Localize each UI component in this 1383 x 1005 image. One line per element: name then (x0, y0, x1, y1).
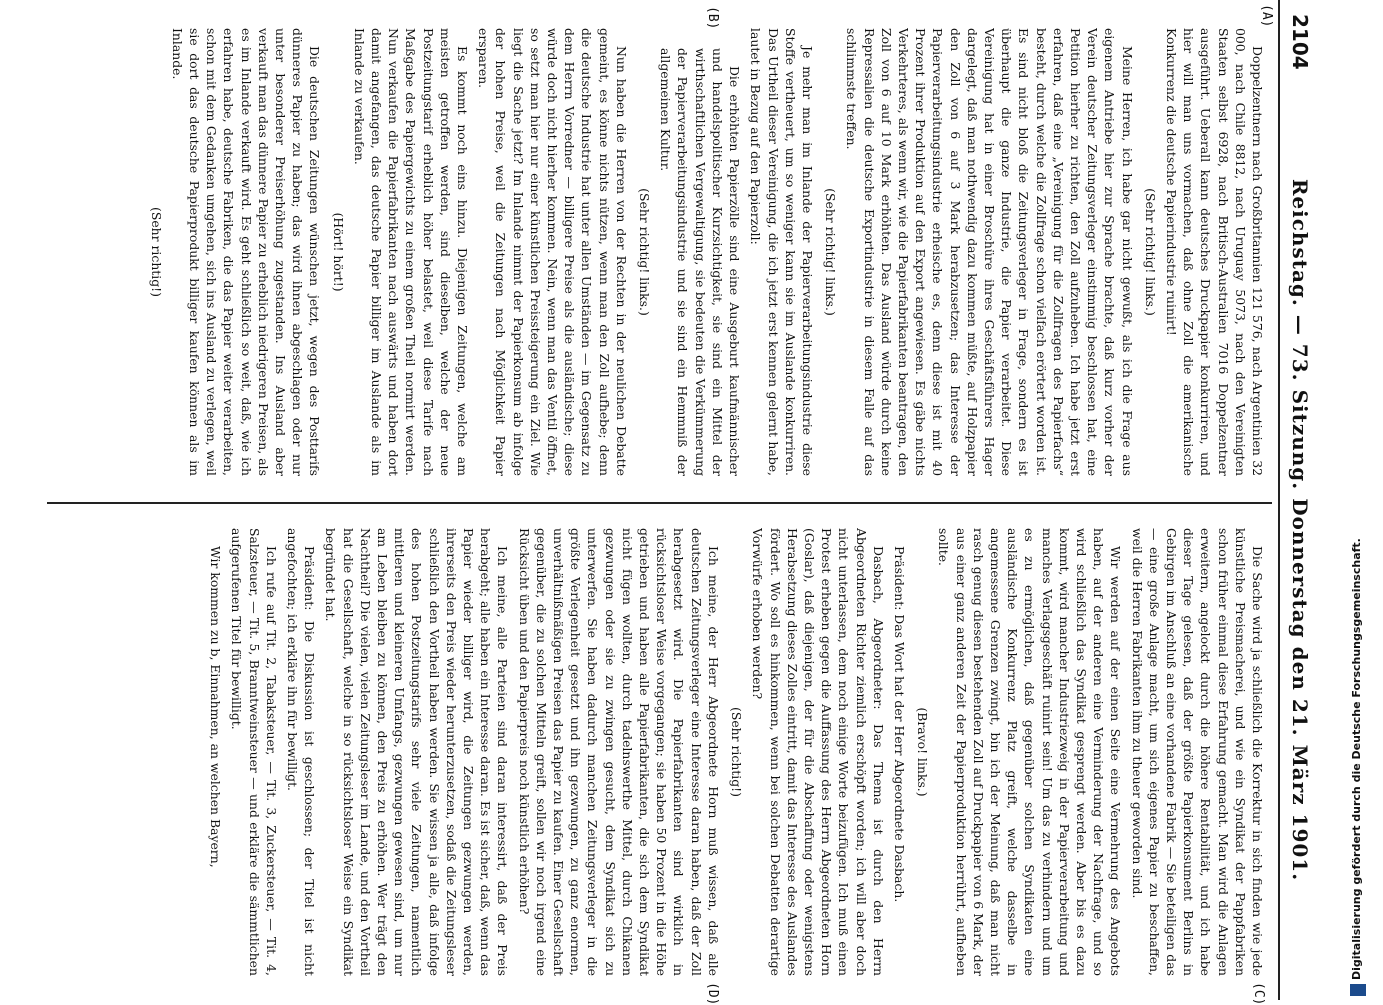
scanned-page (20, 0, 1320, 1005)
margin-marker-b: (B) (705, 6, 720, 30)
page-number: 2104 (1288, 14, 1312, 70)
dfg-logo (1350, 984, 1366, 996)
paragraph: Nun haben die Herren von der Rechten in der neulichen Debatte gemeint, es könne nichts nützen, wenn man den Zoll aufhebe; denn die deutsche Industrie hat unter allen Umständen — im Gegensatz zu dem Herrn Vorredner — billigere Preise als die ausländische; diese würde doch nicht hierher kommen. Nein, wenn man das Ventil öffnet, so setzt man hier nur einer künstlichen Preissteigerung ein Ziel. Wie liegt die Sache jetzt? Im Inlande nimmt der Papierkonsum ab infolge der hohen Preise, weil die Zeitungen nach Möglichkeit Papier ersparen. (476, 28, 629, 476)
margin-marker-d: (D) (705, 982, 720, 1005)
digitization-note: Digitalisierung gefördert durch die Deutsche Forschungsgemeinschaft. (1350, 538, 1363, 980)
speaker-paragraph: Dasbach, Abgeordneter: Das Thema ist durch den Herrn Abgeordneten Richter ziemlich erschöpft worden; ich will aber doch nicht unterlassen, dem noch einige Worte beizufügen. Ich muß einen Protest erheben gegen die Auffassung des Herrn Abgeordneten Horn (Goslar), daß diejenigen, der für die Abschaffung oder wenigstens Herabsetzung dieses Zolles eintritt, damit das Interesse des Auslandes fördert. Wo soll es hinkommen, wenn bei solchen Debatten derartige Vorwürfe erhoben werden? (750, 528, 886, 976)
speaker-paragraph: Präsident: Die Diskussion ist geschlossen; der Titel ist nicht angefochten; ich erkläre ihn für bewilligt. (285, 528, 318, 976)
paragraph: Ich meine, alle Parteien sind daran interessirt, daß der Preis herabgeht; alle haben ein Interesse daran. Es ist sicher, daß, wenn das Papier wieder billiger wird, die Zeitungen gezwungen werden, ihrerseits den Preis wieder herunterzusetzen, sodaß die Zeitungsleser schließlich den Vortheil haben werden. Sie wissen ja alle, daß infolge des hohen Postzeitungstarifs sehr viele Zeitungen, namentlich mittleren und kleineren Umfangs, gezwungen gewesen sind, um nur am Leben bleiben zu können, den Preis zu erhöhen. Wer trägt den Nachtheil? Die vielen, vielen Zeitungsleser im Lande, und den Vortheil hat die Gesellschaft, welche in so rücksichtsloser Weise ein Syndikat begründet hat. (323, 528, 511, 976)
paragraph: Die Sache wird ja schließlich die Korrektur in sich finden wie jede künstliche Preismacherei, und wie ein Syndikat der Pappfabriken schon früher einmal diese Erfahrung gemacht. Man wird die Anlagen erweitern, angelockt durch die höhere Rentabilität, und ich habe dieser Tage gelesen, daß der größte Papierkonsument Berlins in Gebirgen im Anschluß an eine vorhandene Fabrik — Sie beteiligen das — eine große Anlage macht, um sich eigenes Papier zu beschaffen, weil die Herren Fabrikanten ihm zu theuer geworden sind. (1129, 528, 1265, 976)
interjection: (Sehr richtig! links.) (1142, 188, 1158, 316)
interjection: (Sehr richtig!) (729, 707, 745, 797)
page-header (1278, 0, 1320, 1000)
running-title: Reichstag. — 73. Sitzung. Donnerstag den 21. März 1901. (1288, 178, 1312, 882)
interjection: (Bravo! links.) (915, 707, 931, 797)
paragraph: Doppelzentnern nach Großbritannien 121 576, nach Argentinien 32 000, nach Chile 8812, nach Uruguay 5073, nach den Vereinigten Staaten selbst 6928, nach Britisch-Australien 7016 Doppelzentner ausgeführt. Ueberall kann deutsches Druckpapier konkurriren, und hier will man uns vormachen, daß ohne Zoll die amerikanische Konkurrenz die deutsche Papierindustrie ruinirt! (1163, 28, 1265, 476)
quotation: Die erhöhten Papierzölle sind eine Ausgeburt kaufmännischer und handelspolitischer Kurzsichtigkeit, sie sind ein Mittel der wirthschaftlichen Vergewaltigung, sie bedeuten die Verkümmerung der Papierverarbeitungsindustrie und sie sind ein Hemmniß der allgemeinen Kultur. (658, 48, 743, 476)
paragraph: Wir werden auf der einen Seite eine Vermehrung des Angebots haben, auf der anderen eine Verminderung der Nachfrage, und so wird schließlich das Syndikat gesprengt werden. Aber bis es dazu kommt, wird mancher Industriezweig in der Papierverarbeitung und manches Verlagsgeschäft ruinirt sein! Um das zu verhindern und um es zu ermöglichen, daß gegenüber solchen Syndikaten eine ausländische Konkurrenz Platz greift, welche dasselbe in angemessene Grenzen zwingt, bin ich der Meinung, daß man nicht rasch genug diesen bestehenden Zoll auf Druckpapier von 6 Mark, der aus einer ganz anderen Zeit der Papierproduktion herrührt, aufheben sollte. (936, 528, 1124, 976)
margin-marker-a: (A) (1259, 4, 1274, 28)
column-divider (47, 502, 1272, 504)
interjection: (Sehr richtig! links.) (637, 188, 653, 316)
right-column (46, 528, 1266, 976)
paragraph: Ich rufe auf Tit. 2, Tabaksteuer, — Tit. 3, Zuckersteuer, — Tit. 4, Salzsteuer, — Tit. 5, Branntweinsteuer — und erkläre die sämmtlichen aufgerufenen Titel für bewilligt. (229, 528, 279, 976)
interjection: (Hört! hört!) (330, 212, 346, 292)
interjection: (Sehr richtig!) (148, 207, 164, 297)
speaker-paragraph: Präsident: Das Wort hat der Herr Abgeordnete Dasbach. (891, 546, 907, 903)
paragraph: Die deutschen Zeitungen wünschen jetzt, wegen des Posttarifs dünneres Papier zu haben; das wird ihnen abgeschlagen oder nur unter besonderer Preiserhöhung zugestanden. Ins Ausland aber verkauft man das dünnere Papier zu erheblich niedrigeren Preisen, als es im Inlande verkauft wird. Es geht schließlich so weit, daß, wie ich erfahren habe, deutsche Fabriken, die das Papier weiter verarbeiten, schon mit dem Gedanken umgehen, sich ins Ausland zu verlegen, weil sie dort das deutsche Papierprodukt billiger kaufen können als im Inlande. (169, 28, 323, 476)
paragraph: Ich meine, der Herr Abgeordnete Horn muß wissen, daß alle deutschen Zeitungsverleger eine Interesse daran haben, daß der Zoll herabgesetzt wird. Die Papierfabrikanten sind wirklich in rücksichtsloser Weise vorgegangen; sie haben 50 Prozent in die Höhe getrieben und haben alle Papierfabrikanten, die sich dem Syndikat nicht fügen wollten, durch tadelnswerthe Mittel, durch Chikanen gezwungen oder sie zu zwingen gesucht, dem Syndikat sich zu unterwerfen. Sie haben dadurch manchen Zeitungsverleger in die größte Verlegenheit gesetzt und ihn gezwungen, zu ganz enormen, unverhältnißmäßigen Preisen das Papier zu kaufen. Einer Gesellschaft gegenüber, die zu solchen Mitteln greift, sollen wir noch irgend eine Rücksicht üben und den Papierpreis noch künstlich erhöhen? (516, 528, 721, 976)
paragraph: Wir kommen zu b, Einnahmen, an welchen Bayern, (208, 546, 224, 868)
paragraph: Meine Herren, ich habe gar nicht gewußt, als ich die Frage aus eigenem Antriebe hier zur Sprache brachte, daß kurz vorher der Verein deutscher Zeitungsverleger einstimmig beschlossen hat, eine Petition hierher zu richten, den Zoll aufzuheben. Ich habe jetzt erst erfahren, daß eine „Vereinigung für die Zollfragen des Papierfachs“ besteht, durch welche die Zollfrage schon vielfach erörtert worden ist. Es sind nicht bloß die Zeitungsverleger in Frage, sondern es ist überhaupt die ganze Industrie, die Papier verarbeitet. Diese Vereinigung hat in einer Broschüre ihres Geschäftsführers Hager dargelegt, daß man nothwendig dazu kommen müßte, auf Holzpapier den Zoll von 6 auf 3 Mark herabzusetzen; das Interesse der Papierverarbeitungsindustrie erheische es, denn diese ist mit 40 Prozent ihrer Produktion auf den Export angewiesen. Es gäbe nichts Verkehrteres, als wenn wir, wie die Papierfabrikanten beantragen, den Zoll von 6 auf 10 Mark erhöhten. Das Ausland würde durch keine Repressalien die deutsche Exportindustrie in diesem Falle auf das schlimmste treffen. (844, 28, 1135, 476)
paragraph: Es kommt noch eins hinzu. Diejenigen Zeitungen, welche am meisten getroffen werden, sind dieselben, welche der neue Postzeitungstarif erheblich höher belastet, weil diese Tarife nach Maßgabe des Papiergewichts zu einem großen Theil normirt werden. Nun verkaufen die Papierfabrikanten nach auswärts und haben dort damit angefangen, das deutsche Papier billiger im Auslande als im Inlande zu verkaufen. (351, 28, 471, 476)
interjection: (Sehr richtig! links.) (823, 188, 839, 316)
left-column (46, 28, 1266, 476)
paragraph: Je mehr man im Inlande der Papierverarbeitungsindustrie diese Stoffe vertheuert, um so weniger kann sie im Auslande konkurriren. Das Urtheil dieser Vereinigung, die ich jetzt erst kennen gelernt habe, lautet in Bezug auf den Papierzoll: (748, 28, 815, 476)
margin-marker-c: (C) (1251, 982, 1266, 1005)
digitization-footer (1346, 0, 1376, 1000)
